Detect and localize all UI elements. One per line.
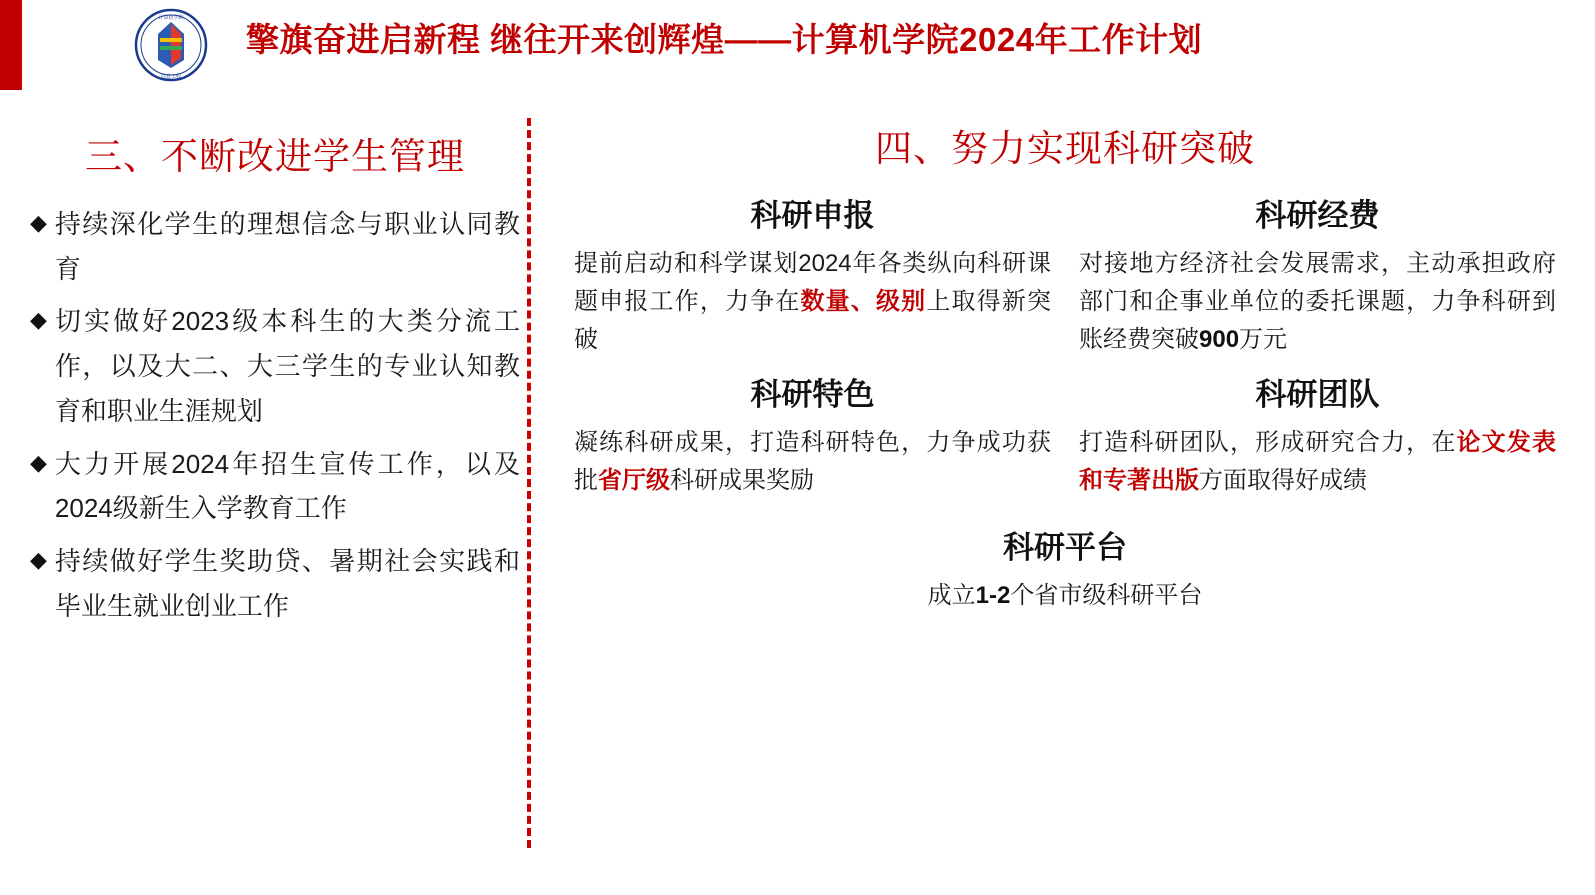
card-body-highlight: 900 [1199,325,1240,353]
svg-text:信息工程: 信息工程 [160,74,182,80]
list-item [30,539,520,628]
list-item [30,299,520,433]
card-body-post: 万元 [1239,325,1288,353]
card-body [574,577,1556,615]
card-title: 科研团队 [1255,376,1380,412]
list-item [30,202,520,291]
right-section-title: 四、努力实现科研突破 [875,128,1255,169]
research-cards-grid [560,190,1570,624]
list-item [30,442,520,531]
column-divider [527,118,531,848]
card-title: 科研特色 [750,376,875,412]
card-body-post: 个省市级科研平台 [1010,581,1203,609]
school-emblem-icon [132,8,210,82]
list-item-text: 持续做好学生奖助贷、暑期社会实践和毕业生就业创业工作 [54,546,520,621]
card-body-pre: 对接地方经济社会发展需求，主动承担政府部门和企事业单位的委托课题，力争科研到账经费突破 [1079,250,1556,353]
card-body-pre: 打造科研团队，形成研究合力，在 [1079,428,1457,456]
card-body [574,245,1051,359]
list-item-text: 切实做好2023级本科生的大类分流工作，以及大二、大三学生的专业认知教育和职业生涯规划 [54,306,520,426]
diamond-bullet-icon: ◆ [30,307,47,333]
left-section-title: 三、不断改进学生管理 [85,136,465,177]
card-research-team [1065,369,1570,510]
card-research-features [560,369,1065,510]
diamond-bullet-icon: ◆ [30,210,47,235]
page-title: 擎旗奋进启新程 继往开来创辉煌——计算机学院2024年工作计划 [246,21,1203,58]
card-body-post: 科研成果奖励 [670,466,814,494]
header [0,0,1595,90]
card-body-post: 上取得新突破 [574,287,1052,353]
card-title: 科研经费 [1255,198,1380,233]
diamond-bullet-icon: ◆ [30,547,47,573]
card-title: 科研平台 [1003,529,1127,565]
list-item-text: 大力开展2024年招生宣传工作，以及2024级新生入学教育工作 [54,448,520,524]
right-column [560,118,1570,624]
list-item-text: 持续深化学生的理想信念与职业认同教育 [54,209,520,284]
card-body [1079,245,1556,359]
card-body-pre: 凝练科研成果，打造科研特色，力争成功获批 [574,428,1051,494]
card-title: 科研申报 [750,198,875,233]
card-body-highlight: 省厅级 [598,466,670,494]
card-research-funding [1065,190,1570,369]
left-column [30,118,520,636]
student-management-list [30,202,520,628]
card-research-application [560,190,1065,369]
card-body-highlight: 1-2 [975,581,1011,609]
card-body-pre: 提前启动和科学谋划2024年各类纵向科研课题申报工作，力争在 [574,250,1051,315]
card-body-pre: 成立 [927,581,976,609]
card-body [1079,424,1556,500]
card-research-platform [560,510,1570,625]
card-body [574,424,1051,500]
diamond-bullet-icon: ◆ [30,449,47,475]
card-body-highlight: 论文发表和专著出版 [1079,428,1556,494]
card-body-post: 方面取得好成绩 [1199,466,1367,494]
svg-text:计算机学院: 计算机学院 [158,15,184,21]
card-body-highlight: 数量、级别 [800,287,927,315]
